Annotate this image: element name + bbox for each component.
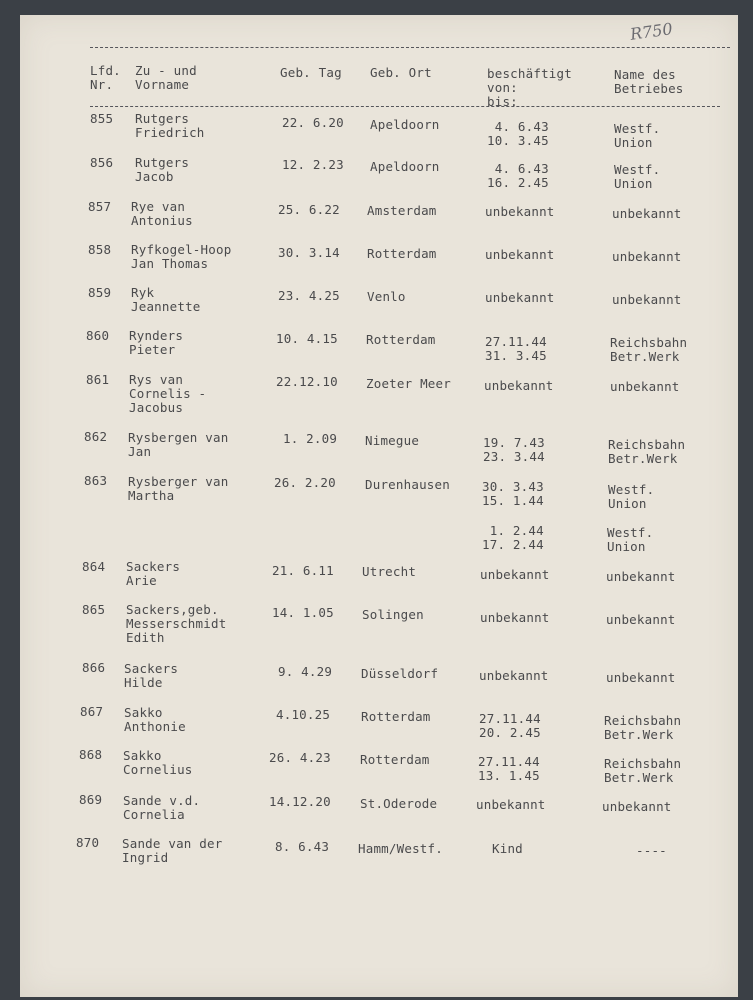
- row-birth-date: 26. 4.23: [269, 750, 331, 765]
- row-birth-date: 1. 2.09: [283, 431, 338, 446]
- row-birth-place: Rotterdam: [360, 752, 430, 767]
- row-employed: unbekannt: [480, 567, 550, 582]
- header-birth-date: Geb. Tag: [280, 65, 342, 80]
- row-nr: 870: [76, 835, 100, 850]
- row-company: unbekannt: [612, 206, 682, 221]
- header-birth-place: Geb. Ort: [370, 65, 432, 80]
- row-name: Sande v.d. Cornelia: [123, 793, 201, 822]
- row-employed: 19. 7.43 23. 3.44: [483, 435, 545, 464]
- row-nr: 869: [79, 792, 103, 807]
- row-employed: unbekannt: [485, 247, 555, 262]
- row-employed: unbekannt: [485, 290, 555, 305]
- row-employed: unbekannt: [484, 378, 554, 393]
- row-employed: 30. 3.43 15. 1.44: [482, 479, 544, 508]
- row-birth-date: 23. 4.25: [278, 288, 340, 303]
- row-employed: 27.11.44 20. 2.45: [479, 711, 541, 740]
- table-row: [0, 560, 753, 600]
- row-nr: 860: [86, 328, 110, 343]
- row-company: unbekannt: [612, 249, 682, 264]
- row-birth-place: Zoeter Meer: [366, 376, 451, 391]
- header-employed: beschäftigt von: bis:: [487, 66, 572, 109]
- row-birth-place: Solingen: [362, 607, 424, 622]
- header-top-rule: [90, 47, 730, 48]
- row-birth-date: 14.12.20: [269, 794, 331, 809]
- row-nr: 855: [90, 111, 114, 126]
- table-row: [0, 430, 753, 470]
- row-birth-date: 8. 6.43: [275, 839, 330, 854]
- row-name: Sackers,geb. Messerschmidt Edith: [126, 602, 227, 645]
- row-name: Rysbergen van Jan: [128, 430, 229, 459]
- row-company: unbekannt: [606, 612, 676, 627]
- table-row: [0, 286, 753, 326]
- row-company: Reichsbahn Betr.Werk: [604, 756, 682, 785]
- row-employed: unbekannt: [485, 204, 555, 219]
- row-birth-date: 26. 2.20: [274, 475, 336, 490]
- row-name: Sakko Anthonie: [124, 705, 186, 734]
- row-employed: 27.11.44 13. 1.45: [478, 754, 540, 783]
- table-row: [0, 474, 753, 514]
- row-birth-date: 25. 6.22: [278, 202, 340, 217]
- row-employed: unbekannt: [479, 668, 549, 683]
- table-row: [0, 373, 753, 413]
- row-birth-place: Rotterdam: [361, 709, 431, 724]
- table-row: [0, 792, 753, 832]
- row-company: unbekannt: [602, 799, 672, 814]
- row-employed: unbekannt: [476, 797, 546, 812]
- row-birth-place: Rotterdam: [366, 332, 436, 347]
- header-company: Name des Betriebes: [614, 67, 684, 96]
- row-birth-date: 4.10.25: [276, 707, 331, 722]
- row-birth-date: 12. 2.23: [282, 157, 344, 172]
- row-company: Westf. Union: [608, 482, 655, 511]
- archive-number: R750: [628, 19, 674, 44]
- row-company: Westf. Union: [614, 121, 661, 150]
- row-employed: unbekannt: [480, 610, 550, 625]
- row-company: Westf. Union: [614, 162, 661, 191]
- row-nr: 858: [88, 242, 112, 257]
- row-nr: 865: [82, 602, 106, 617]
- row-birth-date: 21. 6.11: [272, 563, 334, 578]
- row-nr: 856: [90, 155, 114, 170]
- row-nr: 864: [82, 559, 106, 574]
- row-company: Reichsbahn Betr.Werk: [604, 713, 682, 742]
- row-name: Rutgers Jacob: [135, 155, 190, 184]
- row-birth-date: 30. 3.14: [278, 245, 340, 260]
- row-nr: 867: [80, 704, 104, 719]
- row-company: unbekannt: [610, 379, 680, 394]
- table-row: [0, 748, 753, 788]
- row-name: Sande van der Ingrid: [122, 836, 223, 865]
- table-row: [0, 156, 753, 196]
- row-employed: 1. 2.44 17. 2.44: [482, 523, 544, 552]
- table-row: [0, 112, 753, 152]
- row-birth-place: Venlo: [367, 289, 406, 304]
- header-nr: Lfd. Nr.: [90, 63, 121, 92]
- table-row: [0, 661, 753, 701]
- row-name: Ryfkogel-Hoop Jan Thomas: [131, 242, 232, 271]
- row-name: Rysberger van Martha: [128, 474, 229, 503]
- row-birth-place: Rotterdam: [367, 246, 437, 261]
- row-employed: Kind: [492, 841, 523, 856]
- row-birth-place: Amsterdam: [367, 203, 437, 218]
- row-birth-place: St.Oderode: [360, 796, 438, 811]
- table-row: [0, 836, 753, 876]
- row-company: unbekannt: [606, 670, 676, 685]
- row-nr: 859: [88, 285, 112, 300]
- row-company: Reichsbahn Betr.Werk: [608, 437, 686, 466]
- table-row: [0, 520, 753, 560]
- row-name: Sakko Cornelius: [123, 748, 193, 777]
- row-company: Reichsbahn Betr.Werk: [610, 335, 688, 364]
- row-employed: 27.11.44 31. 3.45: [485, 334, 547, 363]
- row-birth-date: 14. 1.05: [272, 605, 334, 620]
- table-row: [0, 329, 753, 369]
- row-birth-place: Apeldoorn: [370, 159, 440, 174]
- row-company: Westf. Union: [607, 525, 654, 554]
- row-name: Rutgers Friedrich: [135, 111, 205, 140]
- row-birth-place: Nimegue: [365, 433, 420, 448]
- row-nr: 868: [79, 747, 103, 762]
- row-nr: 863: [84, 473, 108, 488]
- row-company: ----: [636, 843, 667, 858]
- row-nr: 862: [84, 429, 108, 444]
- header-bottom-rule: [90, 106, 720, 107]
- row-birth-place: Utrecht: [362, 564, 417, 579]
- row-name: Rys van Cornelis - Jacobus: [129, 372, 207, 415]
- row-employed: 4. 6.43 10. 3.45: [487, 119, 549, 148]
- row-name: Rye van Antonius: [131, 199, 193, 228]
- row-nr: 861: [86, 372, 110, 387]
- row-birth-date: 10. 4.15: [276, 331, 338, 346]
- row-nr: 866: [82, 660, 106, 675]
- row-birth-place: Durenhausen: [365, 477, 450, 492]
- row-birth-date: 22.12.10: [276, 374, 338, 389]
- row-company: unbekannt: [612, 292, 682, 307]
- row-birth-date: 22. 6.20: [282, 115, 344, 130]
- row-nr: 857: [88, 199, 112, 214]
- row-name: Sackers Hilde: [124, 661, 179, 690]
- row-employed: 4. 6.43 16. 2.45: [487, 161, 549, 190]
- row-birth-place: Hamm/Westf.: [358, 841, 443, 856]
- row-company: unbekannt: [606, 569, 676, 584]
- row-name: Sackers Arie: [126, 559, 181, 588]
- row-birth-date: 9. 4.29: [278, 664, 333, 679]
- row-name: Ryk Jeannette: [131, 285, 201, 314]
- row-birth-place: Apeldoorn: [370, 117, 440, 132]
- table-row: [0, 200, 753, 240]
- row-name: Rynders Pieter: [129, 328, 184, 357]
- row-birth-place: Düsseldorf: [361, 666, 439, 681]
- table-row: [0, 603, 753, 643]
- header-name: Zu - und Vorname: [135, 63, 197, 92]
- table-row: [0, 705, 753, 745]
- table-row: [0, 243, 753, 283]
